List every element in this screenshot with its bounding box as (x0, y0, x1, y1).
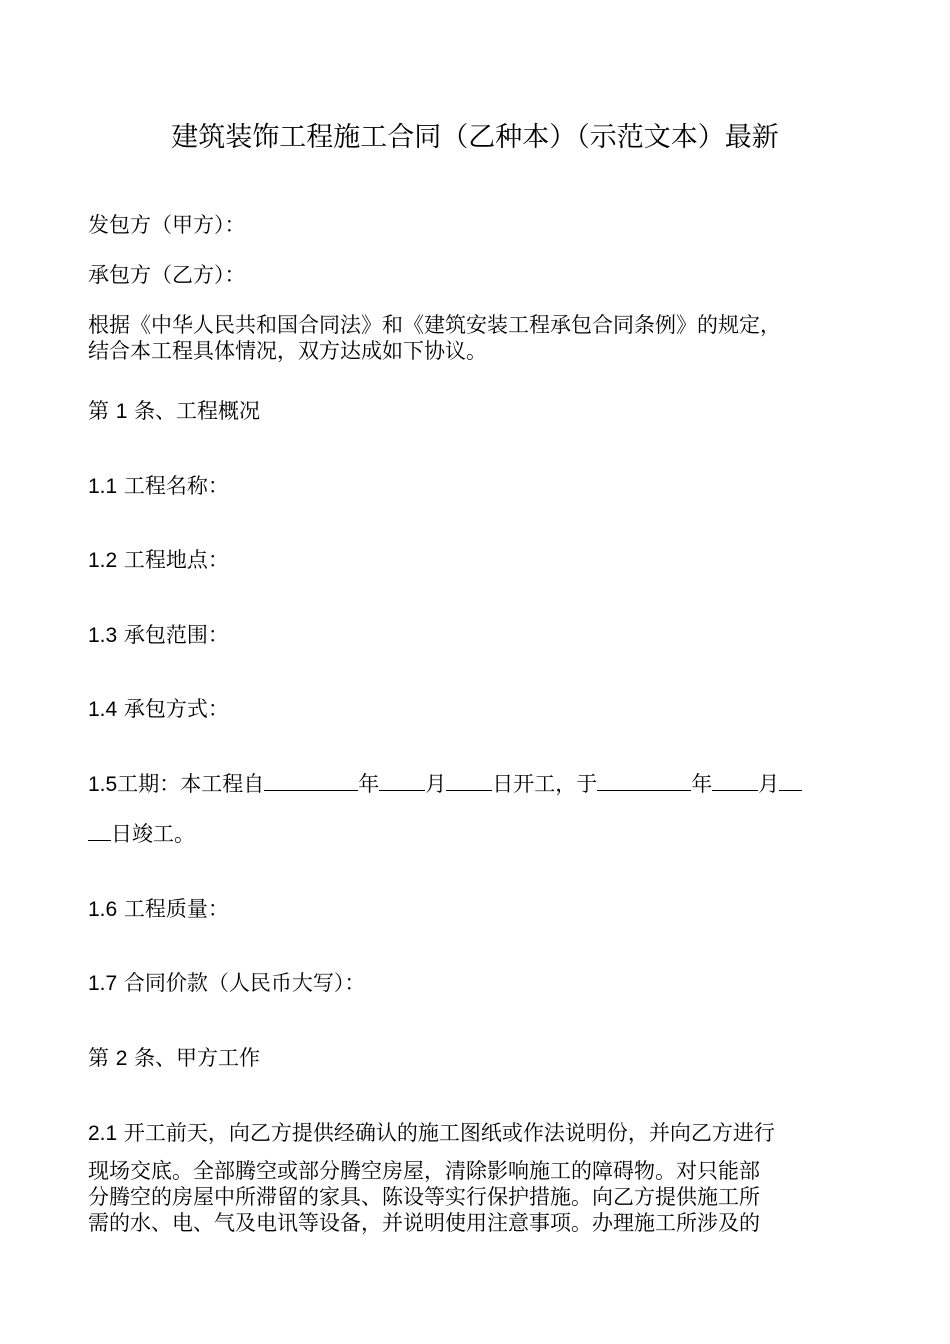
article-2-number: 2 (115, 1047, 128, 1070)
item-2-1-line-1 (88, 1120, 888, 1147)
item-text: 合同价款（人民币大写）： (123, 971, 366, 995)
article-1-title: 条、工程概况 (134, 399, 261, 423)
start-day-blank (446, 772, 492, 791)
start-month-blank (379, 772, 425, 791)
year-label: 年 (358, 772, 380, 796)
item-text: 工程名称： (123, 474, 229, 498)
end-day-blank-part-2 (88, 822, 111, 841)
article-2-prefix: 第 (88, 1046, 109, 1070)
party-a-line: 发包方（甲方）： (88, 213, 246, 237)
item-text: 工程地点： (123, 548, 229, 572)
month-label: 月 (425, 772, 447, 796)
party-b-line: 承包方（乙方）： (88, 263, 246, 287)
end-month-label: 月 (758, 772, 780, 796)
item-number: 1.7 (88, 972, 118, 995)
item-number: 1.6 (88, 898, 118, 921)
item-2-1-line-3: 分腾空的房屋中所滞留的家具、陈设等实行保护措施。向乙方提供施工所 (88, 1185, 760, 1209)
item-2-1-line-4: 需的水、电、气及电讯等设备，并说明使用注意事项。办理施工所涉及的 (88, 1211, 760, 1235)
item-1-1 (88, 473, 888, 500)
end-year-label: 年 (691, 772, 713, 796)
item-number: 2.1 (88, 1122, 118, 1145)
item-text: 工程质量： (123, 897, 229, 921)
item-1-3 (88, 622, 888, 649)
item-1-2 (88, 547, 888, 574)
end-year-blank (597, 772, 691, 791)
item-number: 1.2 (88, 549, 118, 572)
item-number: 1.3 (88, 624, 118, 647)
item-2-1-line-2: 现场交底。全部腾空或部分腾空房屋，清除影响施工的障碍物。对只能部 (88, 1159, 760, 1183)
item-number: 1.5 (88, 773, 118, 796)
start-year-blank (264, 772, 358, 791)
item-text: 承包方式： (123, 697, 229, 721)
item-number: 1.4 (88, 698, 118, 721)
item-text: 承包范围： (123, 623, 229, 647)
article-1-prefix: 第 (88, 399, 109, 423)
article-2-heading (88, 1045, 888, 1072)
article-2-title: 条、甲方工作 (134, 1046, 261, 1070)
document-title: 建筑装饰工程施工合同（乙种本）（示范文本）最新 (171, 122, 779, 153)
item-1-5-line-1 (88, 771, 888, 798)
end-day-blank-part-1 (779, 772, 802, 791)
item-1-7 (88, 970, 888, 997)
article-1-heading (88, 398, 888, 425)
preamble-line-1: 根据《中华人民共和国合同法》和《建筑安装工程承包合同条例》的规定， (88, 313, 781, 337)
item-text: 开工前天，向乙方提供经确认的施工图纸或作法说明份，并向乙方进行 (123, 1121, 775, 1145)
end-day-label: 日竣工。 (111, 822, 195, 846)
article-1-number: 1 (115, 400, 128, 423)
preamble-line-2: 结合本工程具体情况，双方达成如下协议。 (88, 339, 487, 363)
start-day-label: 日开工，于 (492, 772, 598, 796)
item-text-start: 工期：本工程自 (117, 772, 265, 796)
item-number: 1.1 (88, 475, 118, 498)
item-1-6 (88, 896, 888, 923)
item-1-4 (88, 696, 888, 723)
item-1-5-line-2 (88, 821, 888, 847)
end-month-blank (712, 772, 758, 791)
